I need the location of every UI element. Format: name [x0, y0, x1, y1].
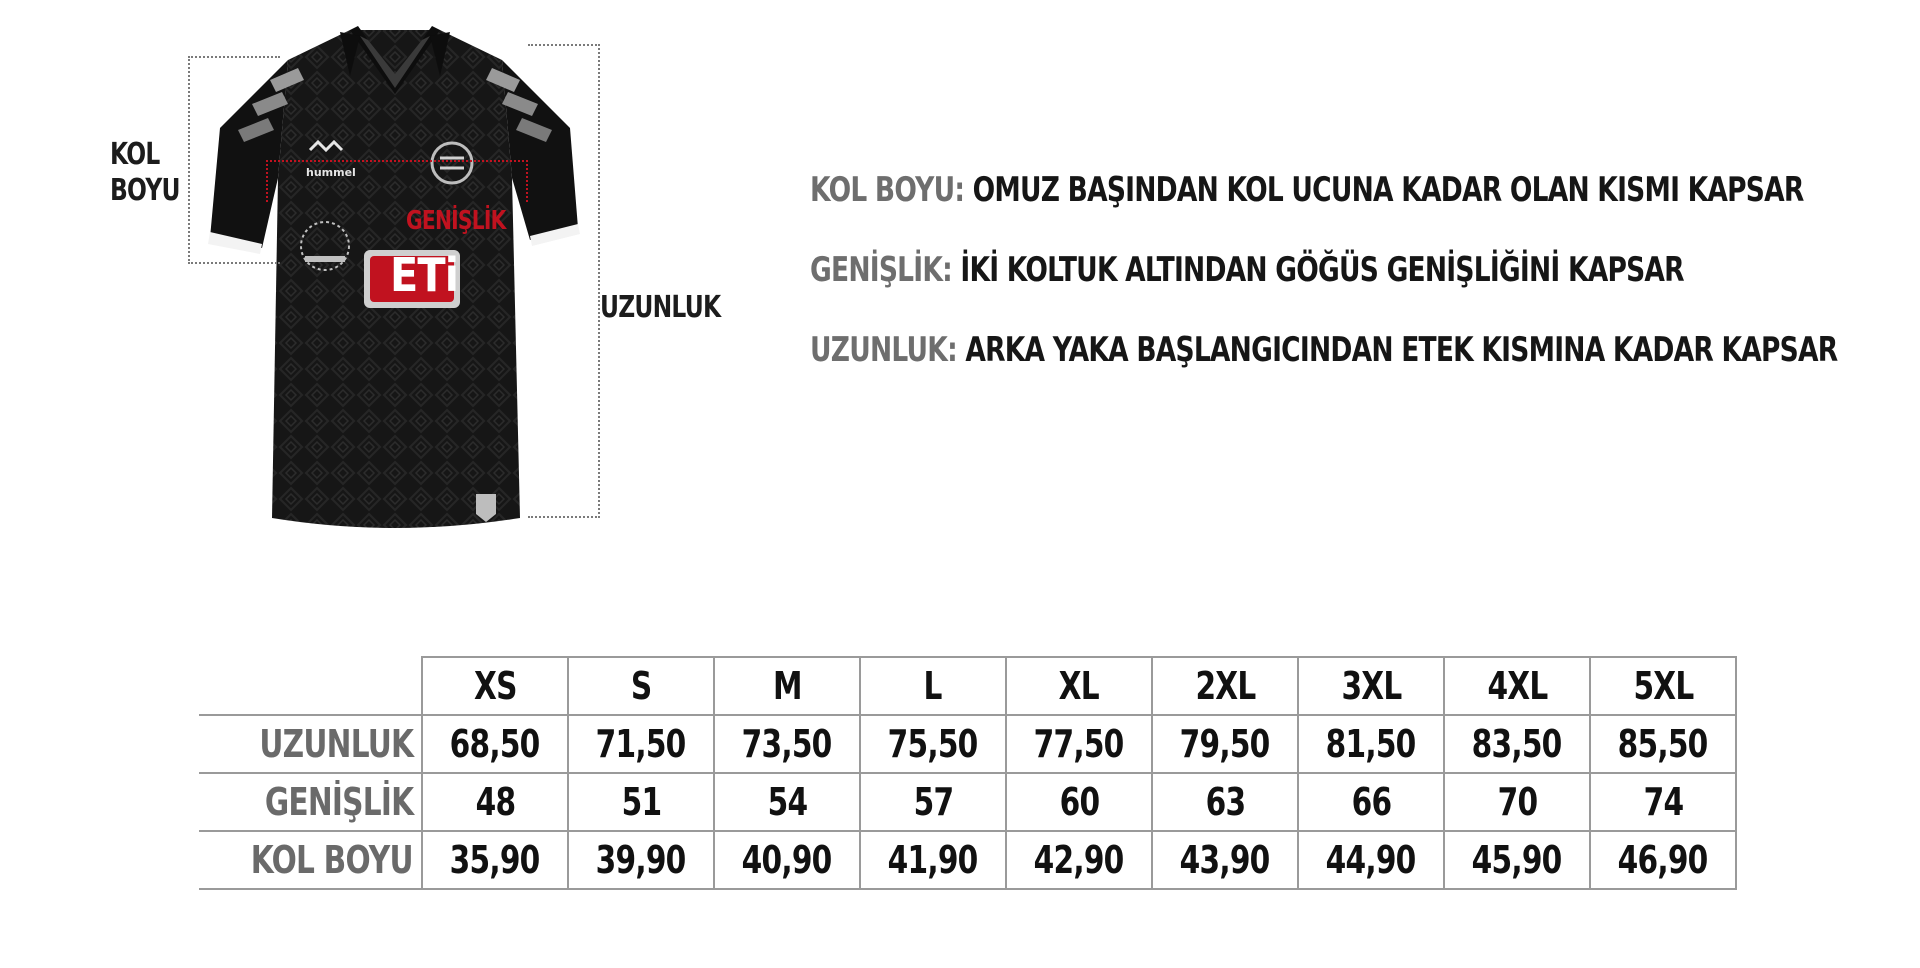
table-cell: 71,50 — [568, 715, 714, 773]
definition-key: KOL BOYU: — [810, 170, 965, 210]
table-cell: 79,50 — [1152, 715, 1298, 773]
sponsor-logo: ETi — [390, 248, 459, 302]
table-cell: 68,50 — [422, 715, 568, 773]
table-cell: 77,50 — [1006, 715, 1152, 773]
table-cell: 43,90 — [1152, 831, 1298, 889]
size-table — [199, 656, 1737, 890]
size-header: 2XL — [1152, 657, 1298, 715]
definition-key: GENİŞLİK: — [810, 250, 952, 290]
table-header-row — [199, 657, 1736, 715]
size-header: L — [860, 657, 1006, 715]
table-cell: 74 — [1590, 773, 1736, 831]
table-row — [199, 773, 1736, 831]
definition-length — [810, 330, 1838, 370]
size-header: 3XL — [1298, 657, 1444, 715]
table-cell: 40,90 — [714, 831, 860, 889]
table-cell: 51 — [568, 773, 714, 831]
row-label: KOL BOYU — [199, 831, 422, 889]
table-cell: 75,50 — [860, 715, 1006, 773]
table-cell: 70 — [1444, 773, 1590, 831]
table-cell: 35,90 — [422, 831, 568, 889]
table-cell: 60 — [1006, 773, 1152, 831]
sleeve-length-label: KOL BOYU — [110, 137, 180, 208]
table-cell: 41,90 — [860, 831, 1006, 889]
table-corner — [199, 657, 422, 715]
row-label: UZUNLUK — [199, 715, 422, 773]
table-cell: 44,90 — [1298, 831, 1444, 889]
table-cell: 42,90 — [1006, 831, 1152, 889]
table-cell: 48 — [422, 773, 568, 831]
length-label: UZUNLUK — [600, 290, 721, 325]
definition-sleeve — [810, 170, 1804, 210]
table-cell: 63 — [1152, 773, 1298, 831]
table-cell: 66 — [1298, 773, 1444, 831]
table-cell: 39,90 — [568, 831, 714, 889]
table-cell: 85,50 — [1590, 715, 1736, 773]
size-header: 4XL — [1444, 657, 1590, 715]
size-header: XL — [1006, 657, 1152, 715]
definition-value: OMUZ BAŞINDAN KOL UCUNA KADAR OLAN KISMI KAPSAR — [972, 170, 1804, 210]
table-cell: 73,50 — [714, 715, 860, 773]
table-row — [199, 831, 1736, 889]
table-cell: 46,90 — [1590, 831, 1736, 889]
table-cell: 81,50 — [1298, 715, 1444, 773]
definition-width — [810, 250, 1684, 290]
size-header: XS — [422, 657, 568, 715]
size-header: 5XL — [1590, 657, 1736, 715]
table-cell: 54 — [714, 773, 860, 831]
table-cell: 57 — [860, 773, 1006, 831]
definition-key: UZUNLUK: — [810, 330, 957, 370]
row-label: GENİŞLİK — [199, 773, 422, 831]
brand-logo: hummel — [306, 166, 356, 179]
measurement-definitions — [810, 172, 1910, 412]
width-label: GENİŞLİK — [406, 206, 506, 236]
table-cell: 83,50 — [1444, 715, 1590, 773]
size-header: S — [568, 657, 714, 715]
definition-value: İKİ KOLTUK ALTINDAN GÖĞÜS GENİŞLİĞİNİ KAPSAR — [960, 250, 1684, 290]
length-measure-guide — [528, 44, 600, 518]
definition-value: ARKA YAKA BAŞLANGICINDAN ETEK KISMINA KADAR KAPSAR — [965, 330, 1838, 370]
table-row — [199, 715, 1736, 773]
size-header: M — [714, 657, 860, 715]
table-cell: 45,90 — [1444, 831, 1590, 889]
